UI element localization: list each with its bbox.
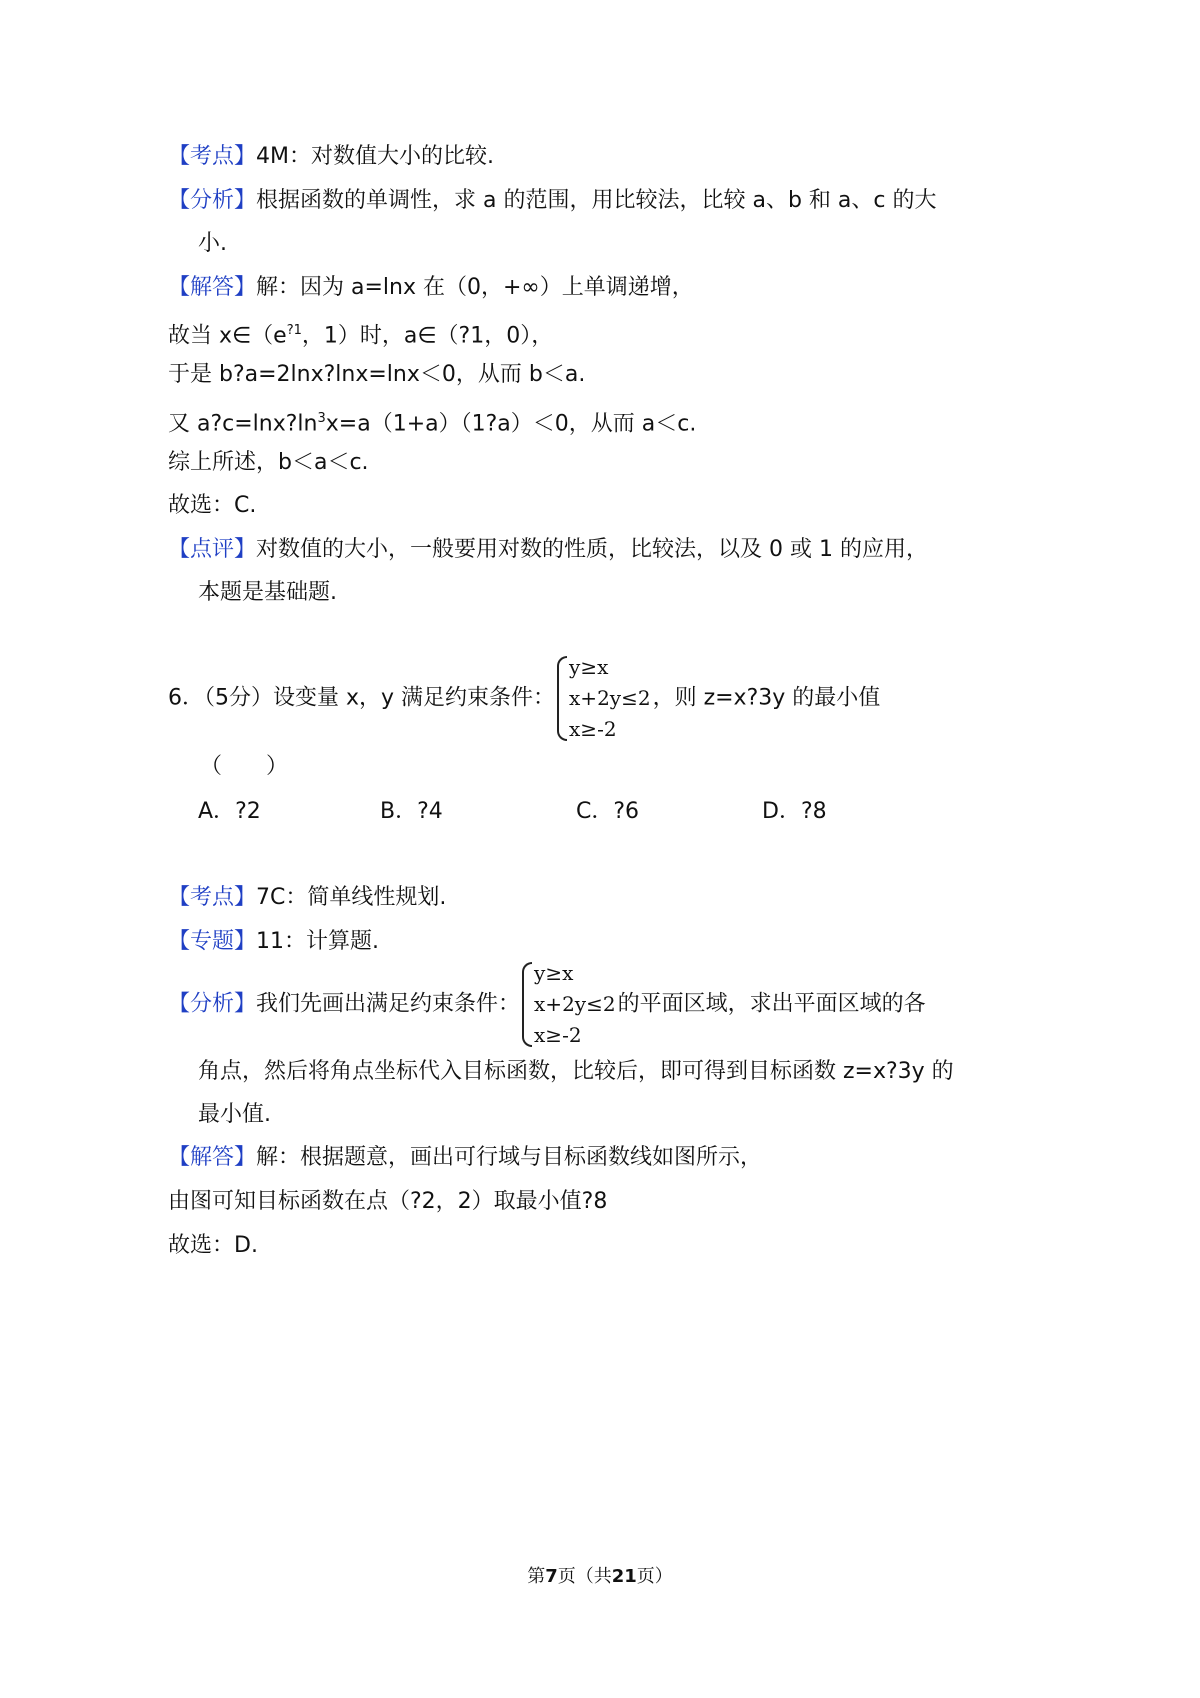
choice-d xyxy=(762,797,827,827)
kaodian-line-1 xyxy=(168,142,494,172)
solution-line-gudang xyxy=(168,316,553,351)
footer-mid: 页（共 xyxy=(557,1566,612,1587)
fenxi-post-2: 的平面区域，求出平面区域的各 xyxy=(617,991,926,1017)
solution-line-guxuan-2: 故选：D. xyxy=(168,1233,258,1258)
choice-b-label: B． xyxy=(380,799,418,824)
dianping-line-2: 本题是基础题. xyxy=(198,580,337,605)
solution-line-zong: 综上所述，b＜a＜c. xyxy=(168,450,369,475)
constraint-3: x≥-2 xyxy=(569,717,617,741)
fenxi-tag: 【分析】 xyxy=(168,188,257,213)
solution-line-guxuan: 故选：C. xyxy=(168,493,257,518)
choice-d-label: D． xyxy=(762,799,801,824)
gudang-sup: ?1 xyxy=(286,323,302,338)
dianping-tag: 【点评】 xyxy=(168,537,257,562)
question-stem-post: ，则 z=x?3y 的最小值 xyxy=(652,685,881,711)
you-post: x=a（1+a）（1?a）＜0，从而 a＜c. xyxy=(325,411,697,437)
footer-page-number: 7 xyxy=(545,1566,558,1587)
jieda-line-1 xyxy=(168,273,694,303)
constraint-1: y≥x xyxy=(534,961,574,985)
answer-paren: （ ） xyxy=(200,754,289,779)
fenxi-line-b3: 最小值. xyxy=(198,1102,271,1127)
kaodian-text-2: 7C：简单线性规划. xyxy=(256,885,447,910)
jieda-text: 解：因为 a=lnx 在（0，+∞）上单调递增， xyxy=(256,275,694,300)
gudang-post: ，1）时，a∈（?1，0）， xyxy=(301,323,554,349)
footer-pre: 第 xyxy=(527,1566,546,1587)
constraint-3: x≥-2 xyxy=(534,1023,582,1047)
fenxi-pre-2: 我们先画出满足约束条件： xyxy=(256,991,521,1017)
fenxi-tag-2: 【分析】 xyxy=(168,991,257,1017)
constraint-system-2 xyxy=(522,958,616,1051)
solution-line-youtu: 由图可知目标函数在点（?2，2）取最小值?8 xyxy=(168,1189,608,1214)
kaodian-line-2 xyxy=(168,883,446,913)
choice-a-value: ?2 xyxy=(235,799,261,824)
zhuanti-tag: 【专题】 xyxy=(168,929,257,954)
fenxi-line-2: 小. xyxy=(198,231,227,256)
dianping-line-1 xyxy=(168,535,928,565)
jieda-tag-2: 【解答】 xyxy=(168,1145,257,1170)
jieda-tag: 【解答】 xyxy=(168,275,257,300)
solution-line-yushi: 于是 b?a=2lnx?lnx=lnx＜0，从而 b＜a. xyxy=(168,362,586,387)
jieda-text-2: 解：根据题意，画出可行域与目标函数线如图所示， xyxy=(256,1145,763,1170)
question-6-stem xyxy=(168,652,880,745)
left-brace-icon xyxy=(522,962,532,1047)
you-sup: 3 xyxy=(317,411,326,426)
question-stem-pre: 6．（5分）设变量 x，y 满足约束条件： xyxy=(168,685,556,711)
constraint-2: x+2y≤2 xyxy=(569,686,651,710)
fenxi-line-b1 xyxy=(168,958,926,1051)
constraint-1: y≥x xyxy=(569,655,609,679)
constraint-2: x+2y≤2 xyxy=(534,992,616,1016)
choice-b xyxy=(380,797,443,827)
choice-c-label: C． xyxy=(576,799,614,824)
zhuanti-text: 11：计算题. xyxy=(256,929,380,954)
choice-a xyxy=(198,797,261,827)
constraint-system xyxy=(557,652,651,745)
you-pre: 又 a?c=lnx?ln xyxy=(168,411,318,437)
dianping-text: 对数值的大小，一般要用对数的性质，比较法，以及 0 或 1 的应用， xyxy=(256,537,928,562)
choice-c-value: ?6 xyxy=(613,799,640,824)
fenxi-text: 根据函数的单调性，求 a 的范围，用比较法，比较 a、b 和 a、c 的大 xyxy=(256,188,937,213)
kaodian-text: 4M：对数值大小的比较. xyxy=(256,144,494,169)
kaodian-tag-2: 【考点】 xyxy=(168,885,257,910)
kaodian-tag: 【考点】 xyxy=(168,144,257,169)
fenxi-line-1 xyxy=(168,186,936,216)
footer-post: 页） xyxy=(636,1566,673,1587)
jieda-line-2 xyxy=(168,1143,762,1173)
zhuanti-line xyxy=(168,927,379,957)
choice-d-value: ?8 xyxy=(800,799,827,824)
footer-total-pages: 21 xyxy=(611,1566,637,1587)
gudang-pre: 故当 x∈（e xyxy=(168,323,287,349)
page-footer xyxy=(0,1562,1200,1588)
fenxi-line-b2: 角点，然后将角点坐标代入目标函数，比较后，即可得到目标函数 z=x?3y 的 xyxy=(198,1059,954,1084)
choice-c xyxy=(576,797,639,827)
solution-line-you xyxy=(168,404,696,439)
choice-b-value: ?4 xyxy=(417,799,443,824)
choice-a-label: A． xyxy=(198,799,236,824)
left-brace-icon xyxy=(557,656,567,741)
